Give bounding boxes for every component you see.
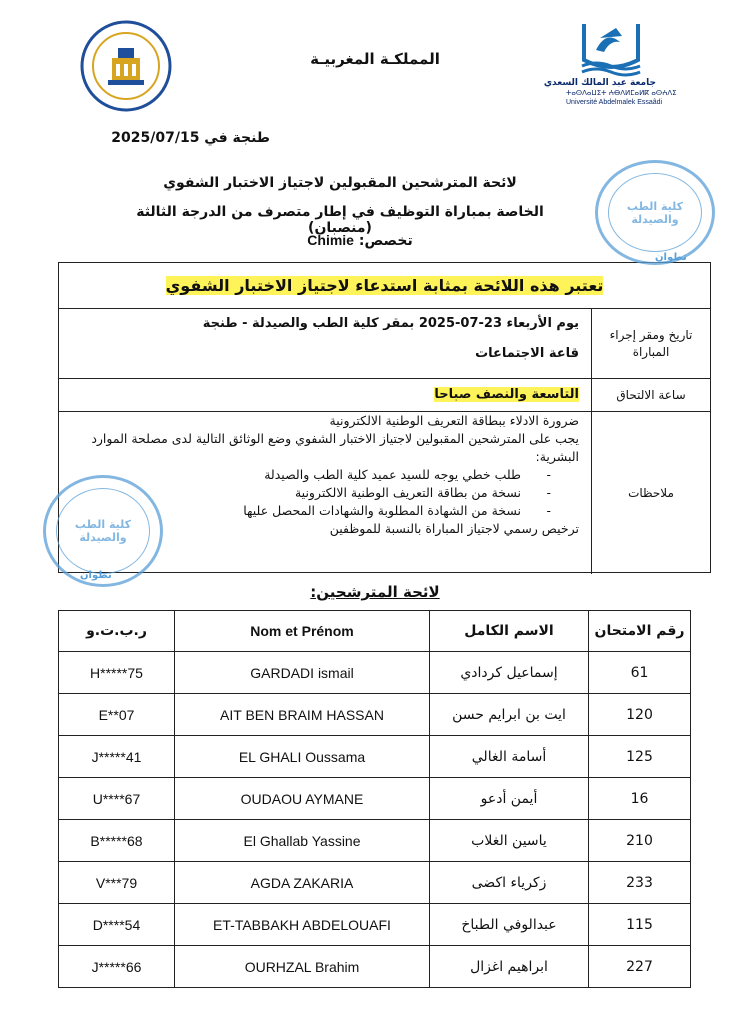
cell-name-ar: أسامة الغالي (430, 736, 589, 778)
cell-cin: J*****66 (59, 946, 175, 988)
table-row (59, 778, 691, 820)
table-row (59, 820, 691, 862)
notes-line-3: ترخيص رسمي لاجتياز المباراة بالنسبة للموظفين (329, 521, 579, 536)
notes-item: - نسخة من بطاقة التعريف الوطنية الالكترونية (71, 484, 551, 502)
notes-line-1: ضرورة الادلاء ببطاقة التعريف الوطنية الالكترونية (329, 413, 579, 428)
cell-name-ar: إسماعيل كردادي (430, 652, 589, 694)
university-name-ar: جامعة عبد المالك السعدي (543, 78, 656, 88)
university-name-amz: ⵜⴰⵙⴷⴰⵡⵉⵜ ⵄⴱⴷⵍⵎⴰⵍⴽ ⴰⵙⵄⴷⵉ (566, 89, 677, 97)
cell-cin: J*****41 (59, 736, 175, 778)
cell-name-ar: ياسين الغلاب (430, 820, 589, 862)
document-title: لائحة المترشحين المقبولين لاجتياز الاختبار الشفوي (163, 175, 517, 191)
document-subtitle: الخاصة بمباراة التوظيف في إطار متصرف من الدرجة الثالثة (منصبان) (136, 204, 544, 236)
cell-name-ar: عبدالوفي الطباخ (430, 904, 589, 946)
cell-cin: V***79 (59, 862, 175, 904)
notes-line-2: يجب على المترشحين المقبولين لاجتياز الاختبار الشفوي وضع الوثائق التالية لدى مصلحة الموارد البشرية: (91, 431, 579, 464)
cell-exam-number: 210 (589, 820, 691, 862)
stamp-city: تطوان (80, 570, 112, 581)
table-row (59, 946, 691, 988)
specialty-label: تخصص: (358, 233, 413, 249)
kingdom-heading: المملكـة المغربيـة (310, 50, 440, 68)
notes-label: ملاحظات (591, 412, 710, 574)
cell-cin: E**07 (59, 694, 175, 736)
cell-exam-number: 233 (589, 862, 691, 904)
faculty-logo (80, 20, 172, 112)
cell-cin: U****67 (59, 778, 175, 820)
table-row (59, 694, 691, 736)
date-line: طنجة في 2025/07/15 (111, 130, 270, 146)
cell-exam-number: 16 (589, 778, 691, 820)
cell-name-fr: OURHZAL Brahim (175, 946, 430, 988)
place-row (59, 308, 710, 378)
table-row (59, 736, 691, 778)
place-label: تاريخ ومقر إجراء المباراة (591, 309, 710, 378)
cell-exam-number: 61 (589, 652, 691, 694)
table-row (59, 862, 691, 904)
cell-name-ar: ابراهيم اغزال (430, 946, 589, 988)
specialty-value: Chimie (307, 232, 354, 248)
table-row (59, 652, 691, 694)
convocation-banner (59, 263, 710, 308)
cell-name-fr: EL GHALI Oussama (175, 736, 430, 778)
time-value: التاسعة والنصف صباحا (434, 387, 579, 402)
cell-name-fr: AIT BEN BRAIM HASSAN (175, 694, 430, 736)
convocation-text: تعتبر هذه اللائحة بمثابة استدعاء لاجتياز الاختبار الشفوي (165, 276, 604, 295)
stamp-text: كلية الطب والصيدلة (626, 199, 684, 226)
time-label: ساعة الالتحاق (591, 379, 710, 411)
cell-cin: D****54 (59, 904, 175, 946)
specialty-line (260, 232, 460, 249)
header-name-fr: Nom et Prénom (175, 611, 430, 652)
cell-name-fr: OUDAOU AYMANE (175, 778, 430, 820)
university-emblem-icon (576, 20, 646, 78)
notes-item: - نسخة من الشهادة المطلوبة والشهادات المحصل عليها (71, 502, 551, 520)
candidates-table (58, 610, 691, 988)
time-row (59, 378, 710, 411)
cell-name-fr: AGDA ZAKARIA (175, 862, 430, 904)
cell-name-fr: GARDADI ismail (175, 652, 430, 694)
header-exam-number: رقم الامتحان (589, 611, 691, 652)
cell-exam-number: 227 (589, 946, 691, 988)
cell-exam-number: 120 (589, 694, 691, 736)
stamp-city: تطوان (655, 252, 687, 263)
table-header-row (59, 611, 691, 652)
header-cin: ر.ب.ت.و (59, 611, 175, 652)
place-content (59, 309, 591, 378)
cell-name-fr: El Ghallab Yassine (175, 820, 430, 862)
university-name-fr: Université Abdelmalek Essaâdi (566, 99, 663, 106)
candidates-list-title: لائحة المترشحين: (310, 583, 440, 601)
cell-name-ar: ايت بن ابرايم حسن (430, 694, 589, 736)
header-name-ar: الاسم الكامل (430, 611, 589, 652)
cell-exam-number: 125 (589, 736, 691, 778)
cell-name-fr: ET-TABBAKH ABDELOUAFI (175, 904, 430, 946)
place-line-2: قاعة الاجتماعات (475, 346, 579, 361)
place-line-1: يوم الأربعاء 23-07-2025 بمقر كلية الطب والصيدلة - طنجة (202, 316, 579, 331)
table-row (59, 904, 691, 946)
cell-cin: B*****68 (59, 820, 175, 862)
time-content (59, 379, 591, 411)
cell-name-ar: زكرياء اكضى (430, 862, 589, 904)
official-stamp (595, 160, 715, 265)
stamp-text: كلية الطب والصيدلة (74, 518, 132, 544)
cell-name-ar: أيمن أدعو (430, 778, 589, 820)
notes-item: - طلب خطي يوجه للسيد عميد كلية الطب والصيدلة (71, 466, 551, 484)
cell-cin: H*****75 (59, 652, 175, 694)
university-logo (543, 20, 677, 120)
cell-exam-number: 115 (589, 904, 691, 946)
